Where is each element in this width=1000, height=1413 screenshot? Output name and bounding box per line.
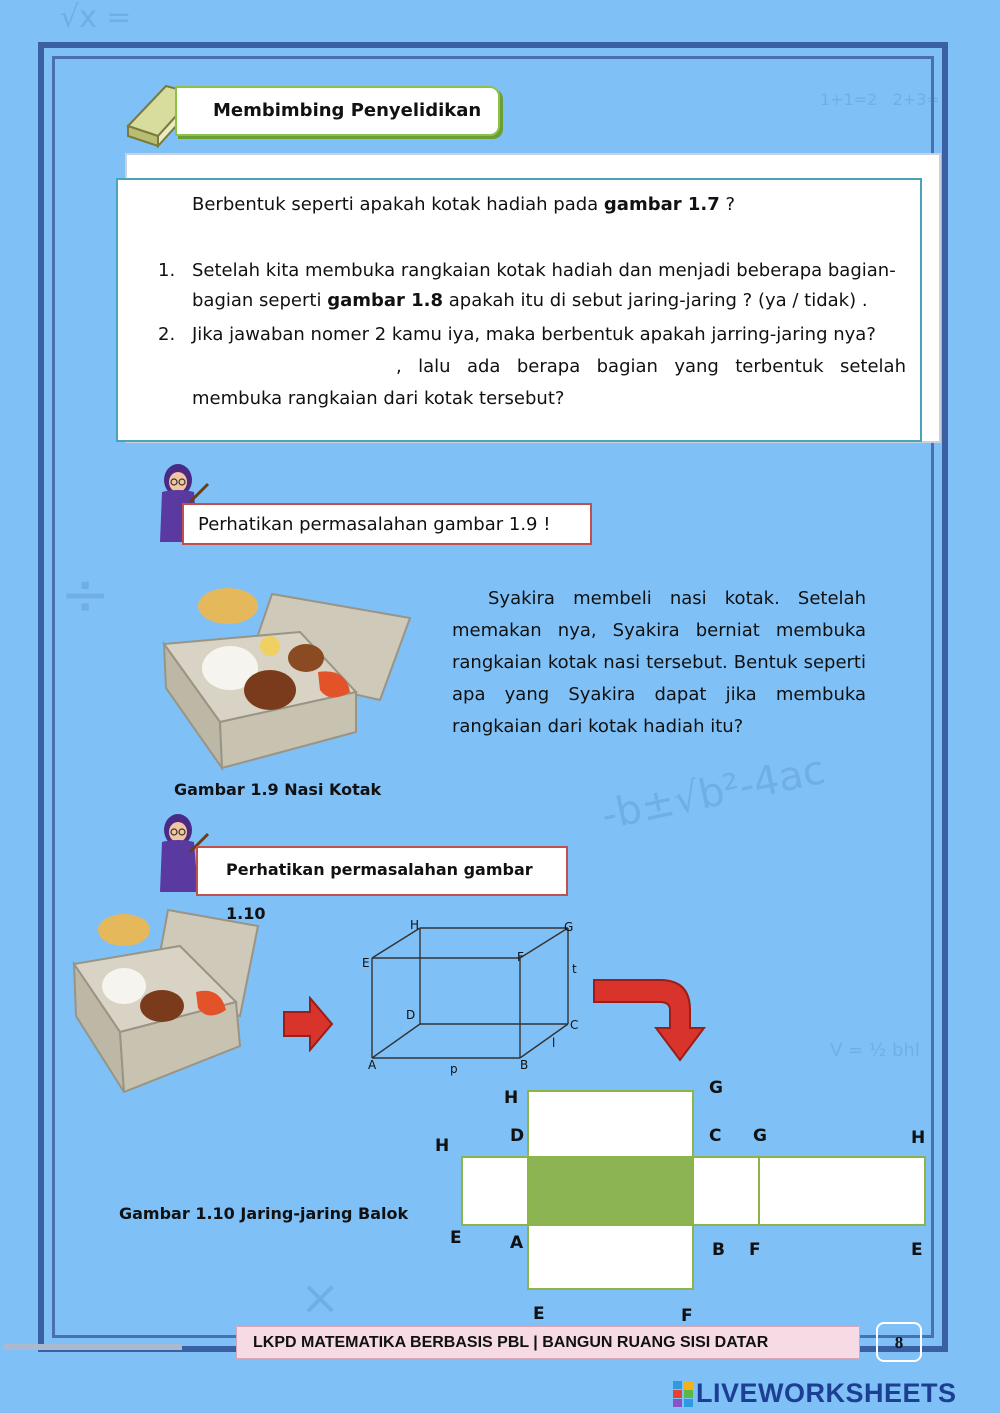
- net-face-bottom: [527, 1224, 694, 1290]
- cuboid-label-D: D: [406, 1008, 416, 1022]
- bg-math-doodle: V = ½ bhl: [830, 1040, 920, 1061]
- footer-bar: [236, 1326, 860, 1359]
- page-number: 8: [876, 1322, 922, 1362]
- net-label: C: [709, 1126, 722, 1146]
- footer-text: LKPD MATEMATIKA BERBASIS PBL | BANGUN RUANG SISI DATAR: [253, 1334, 769, 1351]
- cuboid-label-H: H: [410, 918, 420, 932]
- arrow-right-icon: [282, 996, 334, 1056]
- question-intro: Berbentuk seperti apakah kotak hadiah pada gambar 1.7 ?: [192, 194, 736, 215]
- cuboid-label-l: l: [552, 1036, 556, 1050]
- net-label: H: [504, 1088, 519, 1108]
- cuboid-label-t: t: [572, 962, 577, 976]
- question-2-line1: Jika jawaban nomer 2 kamu iya, maka berbentuk apakah jarring-jaring nya?: [192, 324, 876, 345]
- liveworksheets-watermark: LIVEWORKSHEETS: [696, 1378, 957, 1408]
- net-face-back: [758, 1156, 926, 1226]
- bg-math-doodle: -b±√b²-4ac: [597, 746, 829, 840]
- nasi-kotak-image-small: [70, 906, 260, 1110]
- net-label: G: [709, 1078, 723, 1098]
- cuboid-diagram: [360, 916, 590, 1080]
- net-face-left: [461, 1156, 529, 1226]
- bg-math-doodle: ÷: [60, 560, 111, 630]
- net-label: G: [753, 1126, 767, 1146]
- net-label: A: [510, 1233, 524, 1253]
- answer-blank-shape[interactable]: [192, 352, 392, 380]
- net-label: F: [749, 1240, 761, 1260]
- cuboid-label-F: F: [517, 950, 524, 964]
- question-1-line2: bagian seperti gambar 1.8 apakah itu di sebut jaring-jaring ? (ya / tidak) .: [192, 290, 868, 311]
- net-label: D: [510, 1126, 525, 1146]
- net-label: E: [911, 1240, 923, 1260]
- problem-story: Syakira membeli nasi kotak. Setelah memakan nya, Syakira berniat membuka rangkaian kotak nasi tersebut. Bentuk seperti apa yang Syakira dapat jika membuka rangkaian dari kotak hadiah itu?: [452, 588, 866, 737]
- bg-math-doodle: 1+1=2 2+3=: [820, 90, 940, 109]
- section-header-title: Membimbing Penyelidikan: [213, 100, 482, 121]
- question-2-line2: , lalu ada berapa bagian yang terbentuk setelah: [396, 356, 906, 377]
- question-1-number: 1.: [158, 260, 176, 281]
- question-1-line1: Setelah kita membuka rangkaian kotak hadiah dan menjadi beberapa bagian-: [192, 260, 896, 281]
- nasi-kotak-image: [160, 572, 420, 776]
- liveworksheets-logo-icon: [672, 1380, 694, 1412]
- question-2-line3: membuka rangkaian dari kotak tersebut?: [192, 388, 565, 409]
- cuboid-label-A: A: [368, 1058, 377, 1072]
- net-label: B: [712, 1240, 725, 1260]
- figure-caption-1-10: Gambar 1.10 Jaring-jaring Balok: [119, 1204, 409, 1223]
- cuboid-label-B: B: [520, 1058, 529, 1072]
- cuboid-label-p: p: [450, 1062, 458, 1076]
- bg-math-doodle: ×: [300, 1270, 341, 1326]
- net-face-right: [692, 1156, 760, 1226]
- footer-rule: [4, 1344, 182, 1350]
- bg-math-doodle: √x =: [60, 0, 132, 35]
- question-2-number: 2.: [158, 324, 176, 345]
- net-label: F: [681, 1306, 693, 1326]
- net-face-top: [527, 1090, 694, 1158]
- section-header-tab: [175, 86, 500, 136]
- cuboid-label-E: E: [362, 956, 370, 970]
- arrow-curved-down-icon: [590, 976, 710, 1066]
- net-label: H: [911, 1128, 926, 1148]
- cuboid-label-G: G: [564, 920, 574, 934]
- net-label: H: [435, 1136, 450, 1156]
- net-face-base: [527, 1156, 694, 1226]
- problem-prompt-2: Perhatikan permasalahan gambar 1.10: [196, 846, 568, 896]
- net-label: E: [533, 1304, 545, 1324]
- net-label: E: [450, 1228, 462, 1248]
- problem-prompt-1: Perhatikan permasalahan gambar 1.9 !: [182, 503, 592, 545]
- figure-caption-1-9: Gambar 1.9 Nasi Kotak: [174, 780, 382, 799]
- cuboid-label-C: C: [570, 1018, 579, 1032]
